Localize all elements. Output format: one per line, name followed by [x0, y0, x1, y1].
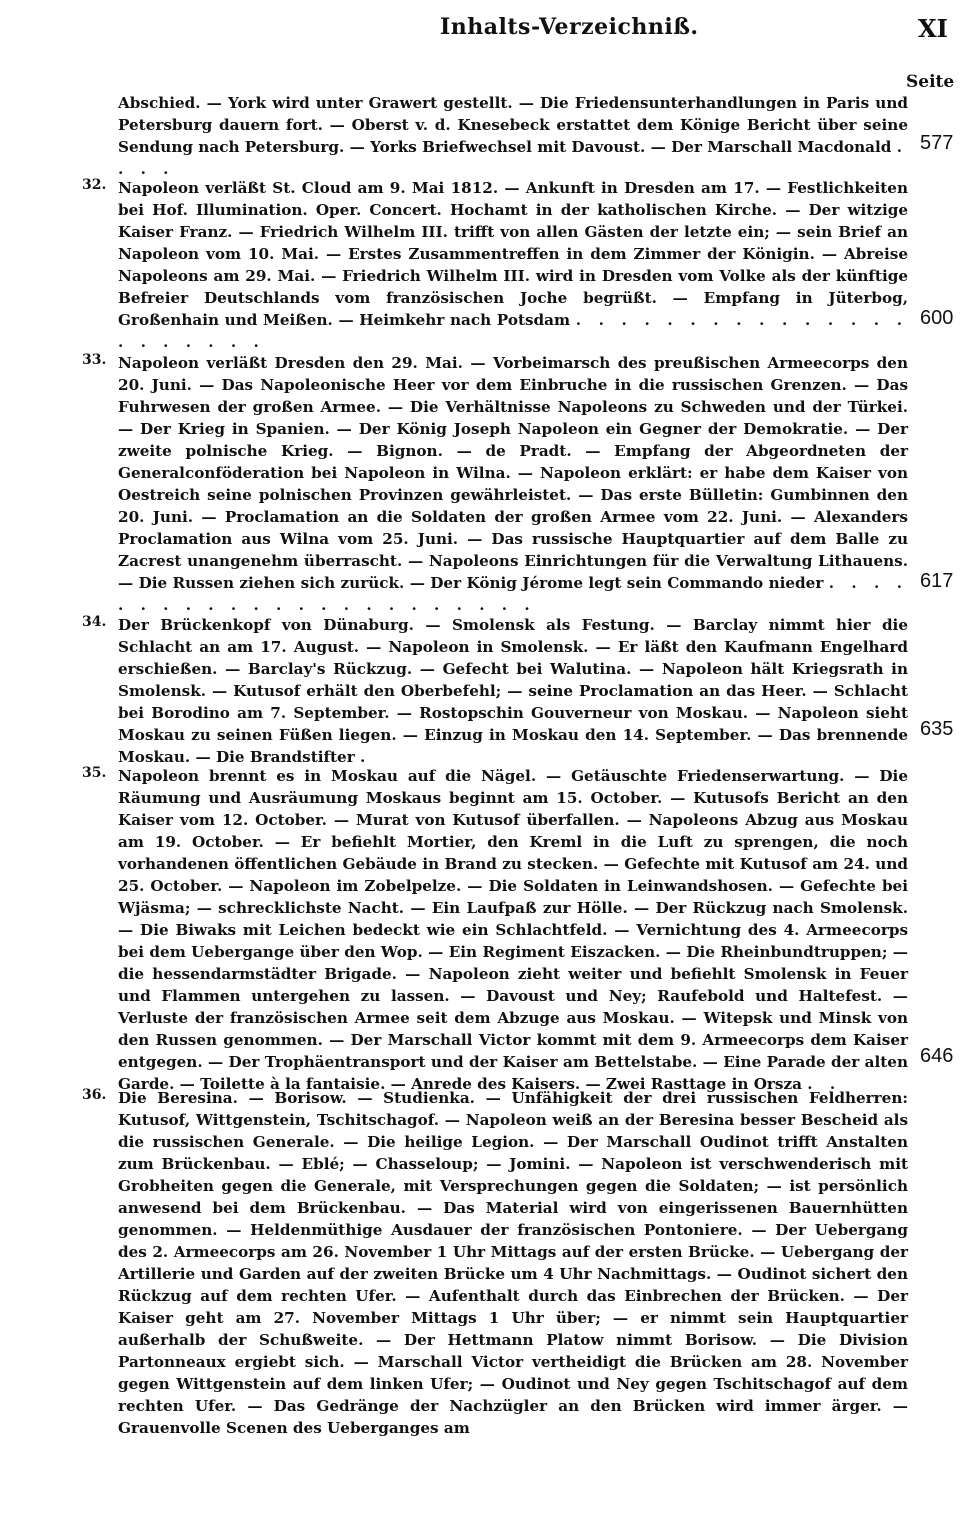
entry-number: 32.: [82, 177, 107, 193]
dot-leader: . .: [807, 1075, 842, 1093]
entry-body: Napoleon verläßt Dresden den 29. Mai. — Vorbeimarsch des preußischen Armeecorps den 20. Juni. — Das Napoleonische Heer vor dem Einbruche in die russischen Grenzen. — Das Fuhrwesen der großen Armee. — Die Verhältnisse Napoleons zu Schweden und der Türkei. — Der Krieg in Spanien. — Der König Joseph Napoleon ein Gegner der Demokratie. — Der zweite polnische Krieg. — Bignon. — de Pradt. — Empfang der Abgeordneten der Generalconföderation bei Napoleon in Wilna. — Napoleon erklärt: er habe dem Kaiser von Oestreich seine polnischen Provinzen gewährleistet. — Das erste Bülletin: Gumbinnen den 20. Juni. — Proclamation an die Soldaten der großen Armee vom 22. Juni. — Alexanders Proclamation aus Wilna vom 25. Juni. — Das russische Hauptquartier auf dem Balle zu Zacrest unangenehm überrascht. — Napoleons Einrichtungen für die Verwaltung Lithauens. — Die Russen ziehen sich zurück. — Der König Jérome legt sein Commando nieder: [118, 354, 908, 592]
entry-text: [118, 1087, 908, 1439]
entry-body: Die Beresina. — Borisow. — Studienka. — Unfähigkeit der drei russischen Feldherren: Kutusof, Wittgenstein, Tschitschagof. — Napoleon weiß an der Beresina besser Bescheid als die russischen Generale. — Die heilige Legion. — Der Marschall Oudinot trifft Anstalten zum Brückenbau. — Eblé; — Chasseloup; — Jomini. — Napoleon ist verschwenderisch mit Grobheiten gegen die Generale, mit Versprechungen gegen die Soldaten; — ist persönlich anwesend bei dem Brückenbau. — Das Material wird von eingerissenen Bauernhütten genommen. — Heldenmüthige Ausdauer der französischen Pontoniere. — Der Uebergang des 2. Armeecorps am 26. November 1 Uhr Mittags auf der ersten Brücke. — Uebergang der Artillerie und Garden auf der zweiten Brücke um 4 Uhr Nachmittags. — Oudinot sichert den Rückzug auf dem rechten Ufer. — Aufenthalt durch das Einbrechen der Brücken. — Der Kaiser geht am 27. November Mittags 1 Uhr über; — er nimmt sein Hauptquartier außerhalb der Schußweite. — Der Hettmann Platow nimmt Borisow. — Die Division Partonneaux ergiebt sich. — Marschall Victor vertheidigt die Brücken am 28. November gegen Wittgenstein auf dem linken Ufer; — Oudinot und Ney gegen Tschitschagof auf dem rechten Ufer. — Das Gedränge der Nachzügler an den Brücken wird immer ärger. — Grauenvolle Scenen des Ueberganges am: [118, 1089, 908, 1437]
entry-number: 35.: [82, 765, 107, 781]
dot-leader: .: [360, 748, 372, 766]
entry-text: [118, 177, 908, 353]
entry-text: [118, 352, 908, 616]
entry-number: 33.: [82, 352, 107, 368]
running-head: Inhalts-Verzeichniß.: [440, 14, 699, 40]
toc-entry: [82, 614, 954, 768]
entry-page-ref: 635: [920, 718, 954, 740]
entry-text: [118, 92, 908, 180]
toc-entry-continued: [82, 92, 954, 180]
entry-body: Napoleon verläßt St. Cloud am 9. Mai 1812. — Ankunft in Dresden am 17. — Festlichkeiten bei Hof. Illumination. Oper. Concert. Hochamt in der katholischen Kirche. — Der witzige Kaiser Franz. — Friedrich Wilhelm III. trifft von allen Gästen der letzte ein; — sein Brief an Napoleon vom 10. Mai. — Erstes Zusammentreffen in dem Zimmer der Königin. — Abreise Napoleons am 29. Mai. — Friedrich Wilhelm III. wird in Dresden vom Volke als der künftige Befreier Deutschlands vom französischen Joche begrüßt. — Empfang in Jüterbog, Großenhain und Meißen. — Heimkehr nach Potsdam: [118, 179, 908, 329]
toc-entry: [82, 177, 954, 353]
entry-page-ref: 646: [920, 1045, 954, 1067]
toc-entry: [82, 1087, 910, 1439]
entry-page-ref: 577: [920, 132, 954, 154]
column-label-seite: Seite: [906, 72, 955, 92]
entry-text: [118, 765, 908, 1095]
entry-number: 34.: [82, 614, 107, 630]
toc-entry: [82, 765, 954, 1095]
entry-body: Der Brückenkopf von Dünaburg. — Smolensk als Festung. — Barclay nimmt hier die Schlacht an am 17. August. — Napoleon in Smolensk. — Er läßt den Kaufmann Engelhard erschießen. — Barclay's Rückzug. — Gefecht bei Walutina. — Napoleon hält Kriegsrath in Smolensk. — Kutusof erhält den Oberbefehl; — seine Proclamation an das Heer. — Schlacht bei Borodino am 7. September. — Rostopschin Gouverneur von Moskau. — Napoleon sieht Moskau zu seinen Füßen liegen. — Einzug in Moskau den 14. September. — Das brennende Moskau. — Die Brandstifter: [118, 616, 908, 766]
entry-text: [118, 614, 908, 768]
entry-body: Napoleon brennt es in Moskau auf die Nägel. — Getäuschte Friedenserwartung. — Die Räumung und Ausräumung Moskaus beginnt am 15. October. — Kutusofs Bericht an den Kaiser vom 12. October. — Murat von Kutusof überfallen. — Napoleons Abzug aus Moskau am 19. October. — Er befiehlt Mortier, den Kreml in die Luft zu sprengen, die noch vorhandenen öffentlichen Gebäude in Brand zu stecken. — Gefechte mit Kutusof am 24. und 25. October. — Napoleon im Zobelpelze. — Die Soldaten in Leinwandshosen. — Gefechte bei Wjäsma; — schrecklichste Nacht. — Ein Laufpaß zur Hölle. — Der Rückzug nach Smolensk. — Die Biwaks mit Leichen bedeckt wie ein Schlachtfeld. — Vernichtung des 4. Armeecorps bei dem Uebergange über den Wop. — Ein Regiment Eiszacken. — Die Rheinbundtruppen; — die hessendarmstädter Brigade. — Napoleon zieht weiter und befiehlt Smolensk in Feuer und Flammen untergehen zu lassen. — Davoust und Ney; Raufebold und Haltefest. — Verluste der französischen Armee seit dem Abzuge aus Moskau. — Witepsk und Minsk von den Russen genommen. — Der Marschall Victor kommt mit dem 9. Armeecorps dem Kaiser entgegen. — Der Trophäentransport und der Kaiser am Bettelstabe. — Eine Parade der alten Garde. — Toilette à la fantaisie. — Anrede des Kaisers. — Zwei Rasttage in Orsza: [118, 767, 908, 1093]
dot-leader: . . . .: [118, 138, 908, 178]
entry-page-ref: 617: [920, 570, 954, 592]
entry-number: 36.: [82, 1087, 107, 1103]
dot-leader: . . . . . . . . . . . . . . . . . . . . . .: [118, 311, 908, 351]
dot-leader: . . . . . . . . . . . . . . . . . . . . . . .: [118, 574, 908, 614]
page-number: XI: [918, 14, 948, 43]
entry-body: Abschied. — York wird unter Grawert gestellt. — Die Friedensunterhandlungen in Paris und Petersburg dauern fort. — Oberst v. d. Knesebeck erstattet dem Könige Bericht über seine Sendung nach Petersburg. — Yorks Briefwechsel mit Davoust. — Der Marschall Macdonald: [118, 94, 908, 156]
entry-page-ref: 600: [920, 307, 954, 329]
toc-entry: [82, 352, 954, 616]
